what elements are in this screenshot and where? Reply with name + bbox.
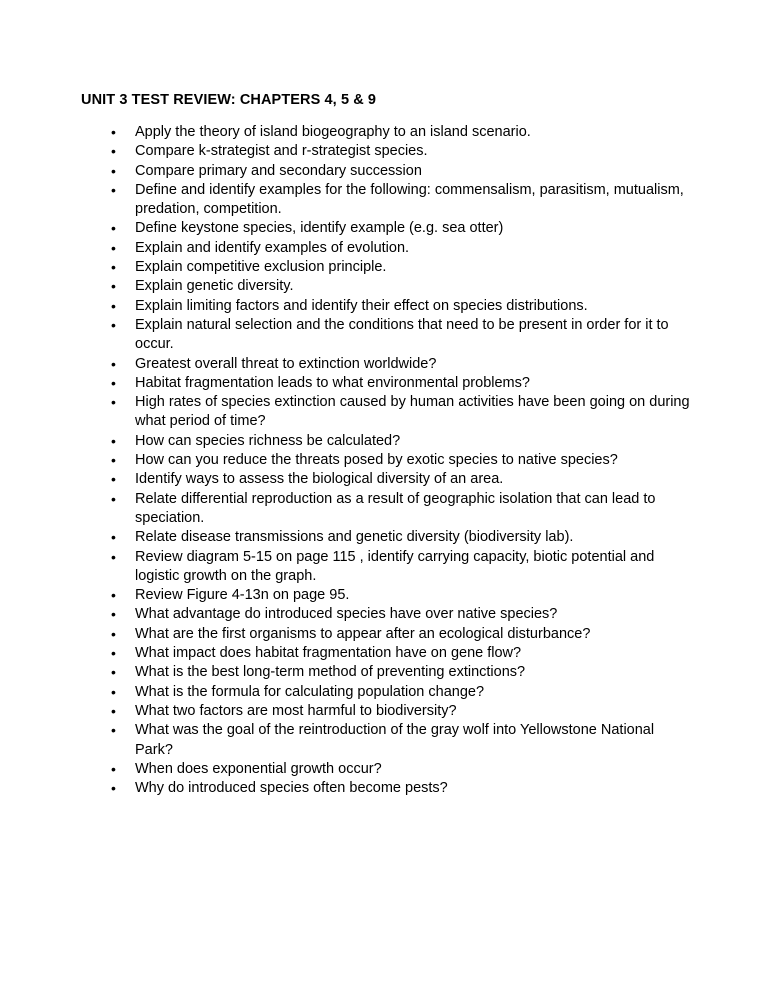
list-item xyxy=(0,123,695,142)
list-item xyxy=(0,374,695,393)
bullet-icon: • xyxy=(111,432,116,449)
document-title: UNIT 3 TEST REVIEW: CHAPTERS 4, 5 & 9 xyxy=(81,92,377,108)
list-item xyxy=(0,548,695,587)
bullet-icon: • xyxy=(111,124,116,140)
list-item-text: Apply the theory of island biogeography to an island scenario. xyxy=(135,124,531,140)
list-item-text: Explain limiting factors and identify their effect on species distributions. xyxy=(135,297,588,314)
bullet-icon: • xyxy=(111,278,116,295)
list-item-text: What advantage do introduced species have over native species? xyxy=(135,606,558,623)
bullet-icon: • xyxy=(111,529,116,546)
list-item-text: Review diagram 5-15 on page 115 , identify carrying capacity, biotic potential and logistic growth on the graph. xyxy=(135,548,655,584)
bullet-icon: • xyxy=(111,220,116,237)
bullet-icon: • xyxy=(111,722,116,739)
list-item xyxy=(0,721,695,760)
bullet-icon: • xyxy=(111,316,116,333)
bullet-icon: • xyxy=(111,181,116,198)
bullet-icon: • xyxy=(111,625,116,642)
bullet-icon: • xyxy=(111,548,116,565)
list-item xyxy=(0,277,695,296)
list-item xyxy=(0,297,695,316)
list-item-text: Define keystone species, identify example (e.g. sea otter) xyxy=(135,220,504,237)
bullet-icon: • xyxy=(111,452,116,469)
list-item xyxy=(0,451,695,470)
list-item-text: Explain and identify examples of evolution. xyxy=(135,239,410,256)
list-item xyxy=(0,779,695,798)
bullet-icon: • xyxy=(111,664,116,681)
bullet-icon: • xyxy=(111,374,116,391)
list-item xyxy=(0,586,695,605)
bullet-icon: • xyxy=(111,683,116,700)
list-item xyxy=(0,663,695,682)
list-item xyxy=(0,702,695,721)
list-item xyxy=(0,219,695,238)
list-item xyxy=(0,683,695,702)
list-item-text: Explain natural selection and the conditions that need to be present in order for it to occur. xyxy=(135,316,669,353)
bullet-icon: • xyxy=(111,780,116,797)
bullet-icon: • xyxy=(111,645,116,662)
list-item xyxy=(0,239,695,258)
bullet-icon: • xyxy=(111,394,116,411)
bullet-icon: • xyxy=(111,239,116,256)
list-item xyxy=(0,490,695,529)
bullet-icon: • xyxy=(111,606,116,623)
list-item xyxy=(0,528,695,547)
list-item-text: Identify ways to assess the biological diversity of an area. xyxy=(135,471,504,488)
list-item-text: Greatest overall threat to extinction worldwide? xyxy=(135,355,437,372)
list-item-text: Relate differential reproduction as a result of geographic isolation that can lead to speciation. xyxy=(135,490,656,526)
review-list xyxy=(0,123,768,798)
list-item-text: Compare k-strategist and r-strategist species. xyxy=(135,143,428,160)
list-item xyxy=(0,432,695,451)
list-item-text: What is the best long-term method of preventing extinctions? xyxy=(135,664,526,681)
bullet-icon: • xyxy=(111,355,116,372)
bullet-icon: • xyxy=(111,143,116,160)
list-item-text: How can you reduce the threats posed by exotic species to native species? xyxy=(135,452,618,469)
list-item xyxy=(0,316,695,355)
bullet-icon: • xyxy=(111,259,116,276)
list-item xyxy=(0,162,695,181)
list-item-text: What was the goal of the reintroduction of the gray wolf into Yellowstone National Park? xyxy=(135,722,655,758)
list-item xyxy=(0,355,695,374)
list-item xyxy=(0,760,695,779)
list-item xyxy=(0,142,695,161)
bullet-icon: • xyxy=(111,297,116,314)
list-item-text: Explain competitive exclusion principle. xyxy=(135,259,387,276)
list-item-text: Compare primary and secondary succession xyxy=(135,162,422,179)
list-item xyxy=(0,470,695,489)
bullet-icon: • xyxy=(111,471,116,488)
list-item-text: What is the formula for calculating population change? xyxy=(135,683,485,700)
list-item xyxy=(0,393,695,432)
bullet-icon: • xyxy=(111,162,116,179)
list-item-text: What impact does habitat fragmentation have on gene flow? xyxy=(135,645,522,662)
list-item-text: Review Figure 4-13n on page 95. xyxy=(135,587,350,604)
list-item xyxy=(0,644,695,663)
bullet-icon: • xyxy=(111,760,116,777)
list-item-text: When does exponential growth occur? xyxy=(135,760,382,777)
list-item-text: Explain genetic diversity. xyxy=(135,278,294,295)
list-item-text: Define and identify examples for the following: commensalism, parasitism, mutualism, predation, competition. xyxy=(135,181,684,218)
list-item xyxy=(0,258,695,277)
bullet-icon: • xyxy=(111,702,116,719)
list-item-text: How can species richness be calculated? xyxy=(135,432,401,449)
list-item-text: Relate disease transmissions and genetic diversity (biodiversity lab). xyxy=(135,529,574,546)
list-item-text: Habitat fragmentation leads to what environmental problems? xyxy=(135,374,530,391)
list-item xyxy=(0,605,695,624)
list-item-text: What are the first organisms to appear after an ecological disturbance? xyxy=(135,625,591,642)
list-item-text: Why do introduced species often become pests? xyxy=(135,780,448,797)
list-item xyxy=(0,625,695,644)
list-item xyxy=(0,181,695,220)
bullet-icon: • xyxy=(111,490,116,507)
list-item-text: High rates of species extinction caused by human activities have been going on during what period of time? xyxy=(135,394,690,430)
list-item-text: What two factors are most harmful to biodiversity? xyxy=(135,702,457,719)
bullet-icon: • xyxy=(111,587,116,604)
